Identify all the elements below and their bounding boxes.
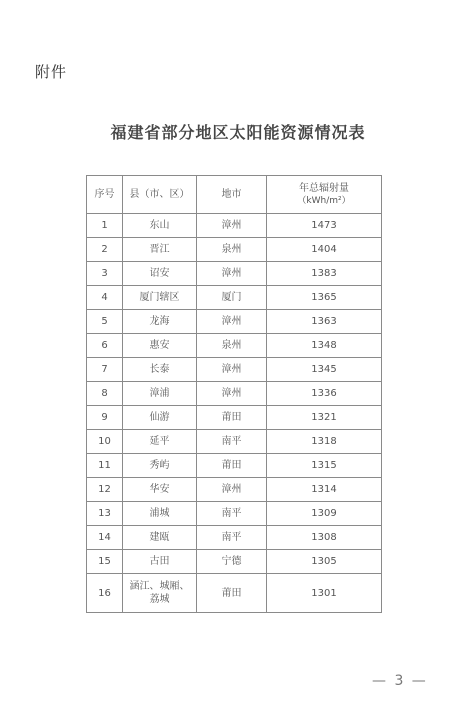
- table-row: [87, 358, 382, 382]
- cell-city: 南平: [197, 502, 267, 526]
- cell-county: 浦城: [123, 502, 197, 526]
- table-row: [87, 310, 382, 334]
- attachment-label: 附件: [35, 63, 68, 81]
- cell-seq: 8: [87, 382, 123, 406]
- cell-county: 龙海: [123, 310, 197, 334]
- cell-city: 漳州: [197, 382, 267, 406]
- cell-city: 宁德: [197, 550, 267, 574]
- cell-county: 长泰: [123, 358, 197, 382]
- cell-radiation: 1336: [267, 382, 382, 406]
- header-city: 地市: [197, 176, 267, 214]
- cell-county: 东山: [123, 214, 197, 238]
- cell-radiation: 1318: [267, 430, 382, 454]
- cell-county: 华安: [123, 478, 197, 502]
- cell-city: 厦门: [197, 286, 267, 310]
- table-row: [87, 574, 382, 613]
- table-row: [87, 478, 382, 502]
- cell-city: 泉州: [197, 238, 267, 262]
- cell-county: 古田: [123, 550, 197, 574]
- cell-seq: 1: [87, 214, 123, 238]
- cell-radiation: 1315: [267, 454, 382, 478]
- cell-radiation: 1314: [267, 478, 382, 502]
- cell-seq: 12: [87, 478, 123, 502]
- cell-city: 漳州: [197, 358, 267, 382]
- cell-city: 漳州: [197, 214, 267, 238]
- header-seq: 序号: [87, 176, 123, 214]
- cell-radiation: 1365: [267, 286, 382, 310]
- header-radiation: [267, 176, 382, 214]
- cell-radiation: 1404: [267, 238, 382, 262]
- cell-radiation: 1308: [267, 526, 382, 550]
- cell-city: 泉州: [197, 334, 267, 358]
- header-radiation-unit: （kWh/m²）: [297, 195, 351, 206]
- table-row: [87, 382, 382, 406]
- cell-seq: 15: [87, 550, 123, 574]
- cell-county: 厦门辖区: [123, 286, 197, 310]
- table-row: [87, 406, 382, 430]
- cell-city: 南平: [197, 526, 267, 550]
- cell-seq: 6: [87, 334, 123, 358]
- cell-radiation: 1363: [267, 310, 382, 334]
- cell-seq: 3: [87, 262, 123, 286]
- cell-radiation: 1309: [267, 502, 382, 526]
- cell-county: 秀屿: [123, 454, 197, 478]
- cell-radiation: 1383: [267, 262, 382, 286]
- cell-seq: 11: [87, 454, 123, 478]
- cell-radiation: 1348: [267, 334, 382, 358]
- document-title: 福建省部分地区太阳能资源情况表: [110, 123, 366, 142]
- table-row: [87, 430, 382, 454]
- table-row: [87, 286, 382, 310]
- cell-seq: 2: [87, 238, 123, 262]
- cell-county: 漳浦: [123, 382, 197, 406]
- cell-seq: 4: [87, 286, 123, 310]
- table-row: [87, 214, 382, 238]
- table-row: [87, 550, 382, 574]
- cell-city: 漳州: [197, 478, 267, 502]
- cell-radiation: 1321: [267, 406, 382, 430]
- cell-city: 漳州: [197, 262, 267, 286]
- cell-seq: 14: [87, 526, 123, 550]
- cell-city: 莆田: [197, 574, 267, 613]
- cell-city: 莆田: [197, 406, 267, 430]
- solar-resource-table: [86, 175, 382, 613]
- table-row: [87, 502, 382, 526]
- cell-seq: 7: [87, 358, 123, 382]
- cell-city: 莆田: [197, 454, 267, 478]
- cell-county: 涵江、城厢、荔城: [123, 574, 197, 613]
- cell-county: 晋江: [123, 238, 197, 262]
- cell-seq: 5: [87, 310, 123, 334]
- table-row: [87, 238, 382, 262]
- cell-radiation: 1305: [267, 550, 382, 574]
- cell-seq: 9: [87, 406, 123, 430]
- cell-seq: 16: [87, 574, 123, 613]
- cell-county: 诏安: [123, 262, 197, 286]
- cell-seq: 13: [87, 502, 123, 526]
- table-row: [87, 526, 382, 550]
- cell-city: 漳州: [197, 310, 267, 334]
- page-number: — 3 —: [372, 673, 428, 689]
- cell-radiation: 1473: [267, 214, 382, 238]
- cell-radiation: 1301: [267, 574, 382, 613]
- table-row: [87, 454, 382, 478]
- cell-county: 仙游: [123, 406, 197, 430]
- cell-seq: 10: [87, 430, 123, 454]
- table-row: [87, 262, 382, 286]
- table-row: [87, 334, 382, 358]
- cell-county: 建瓯: [123, 526, 197, 550]
- cell-county: 延平: [123, 430, 197, 454]
- cell-city: 南平: [197, 430, 267, 454]
- table-header-row: [87, 176, 382, 214]
- header-radiation-label: 年总辐射量: [299, 182, 349, 194]
- cell-radiation: 1345: [267, 358, 382, 382]
- cell-county: 惠安: [123, 334, 197, 358]
- header-county: 县（市、区）: [123, 176, 197, 214]
